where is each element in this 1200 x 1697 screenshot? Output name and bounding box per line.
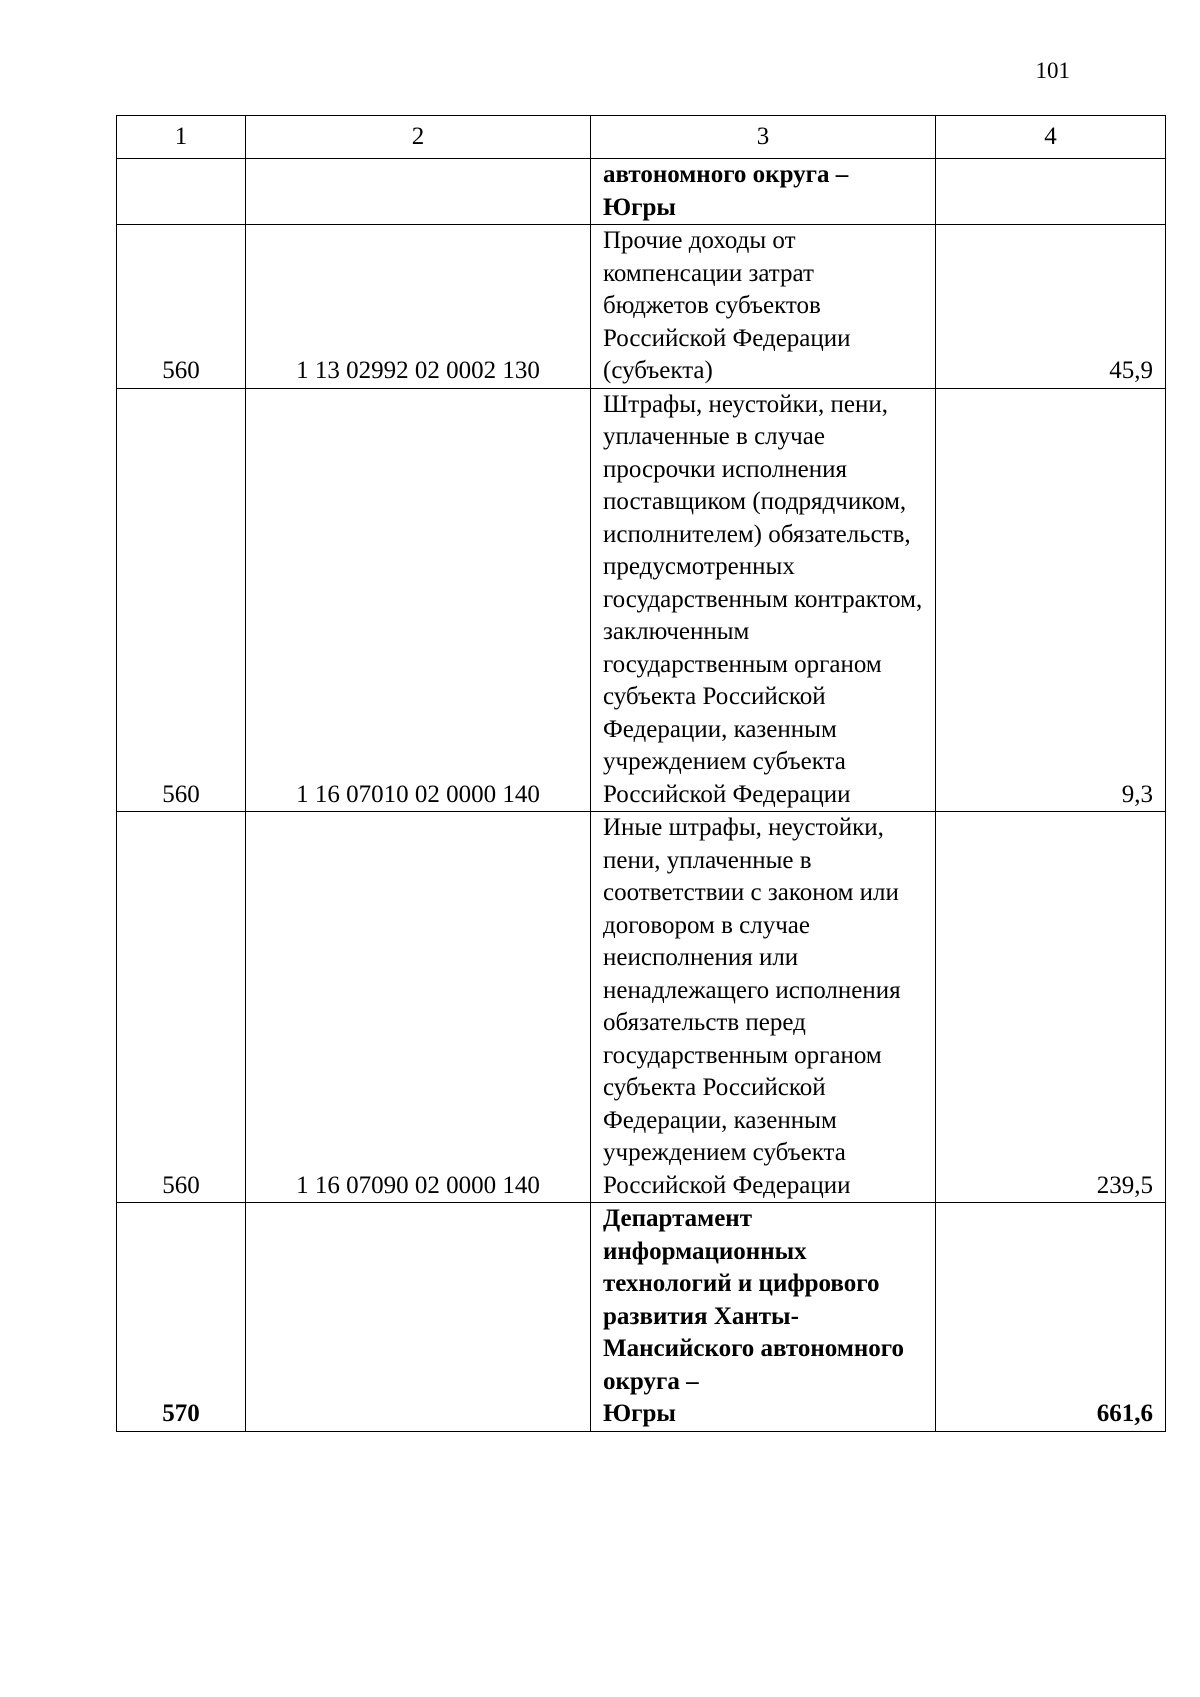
admin-code — [117, 159, 246, 225]
revenue-amount: 661,6 — [936, 1203, 1166, 1432]
revenue-description: Департамент информационных технологий и цифрового развития Ханты-Мансийского автономного округа – Югры — [591, 1203, 936, 1432]
revenue-amount: 9,3 — [936, 388, 1166, 812]
table-row — [117, 1203, 1166, 1432]
revenue-code: 1 16 07010 02 0000 140 — [246, 388, 591, 812]
table-header-row — [117, 116, 1166, 159]
revenue-code: 1 16 07090 02 0000 140 — [246, 812, 591, 1203]
header-col-2: 2 — [246, 116, 591, 159]
admin-code: 560 — [117, 225, 246, 389]
revenue-amount: 239,5 — [936, 812, 1166, 1203]
page-number: 101 — [1035, 58, 1070, 83]
table-row — [117, 812, 1166, 1203]
revenue-description: Штрафы, неустойки, пени, уплаченные в случае просрочки исполнения поставщиком (подрядчиком, исполнителем) обязательств, предусмотренных государственным контрактом, заключенным государственным органом субъекта Российской Федерации, казенным учреждением субъекта Российской Федерации — [591, 388, 936, 812]
header-col-1: 1 — [117, 116, 246, 159]
revenue-code — [246, 1203, 591, 1432]
header-col-4: 4 — [936, 116, 1166, 159]
table-row — [117, 388, 1166, 812]
revenue-amount: 45,9 — [936, 225, 1166, 389]
revenue-code — [246, 159, 591, 225]
revenue-description: Иные штрафы, неустойки, пени, уплаченные в соответствии с законом или договором в случае неисполнения или ненадлежащего исполнения обязательств перед государственным органом субъекта Российской Федерации, казенным учреждением субъекта Российской Федерации — [591, 812, 936, 1203]
admin-code: 570 — [117, 1203, 246, 1432]
revenue-code: 1 13 02992 02 0002 130 — [246, 225, 591, 389]
table-row — [117, 159, 1166, 225]
revenue-amount — [936, 159, 1166, 225]
table-row — [117, 225, 1166, 389]
revenue-table — [116, 115, 1166, 1432]
admin-code: 560 — [117, 812, 246, 1203]
header-col-3: 3 — [591, 116, 936, 159]
revenue-description: Прочие доходы от компенсации затрат бюджетов субъектов Российской Федерации (субъекта) — [591, 225, 936, 389]
admin-code: 560 — [117, 388, 246, 812]
revenue-description: автономного округа – Югры — [591, 159, 936, 225]
